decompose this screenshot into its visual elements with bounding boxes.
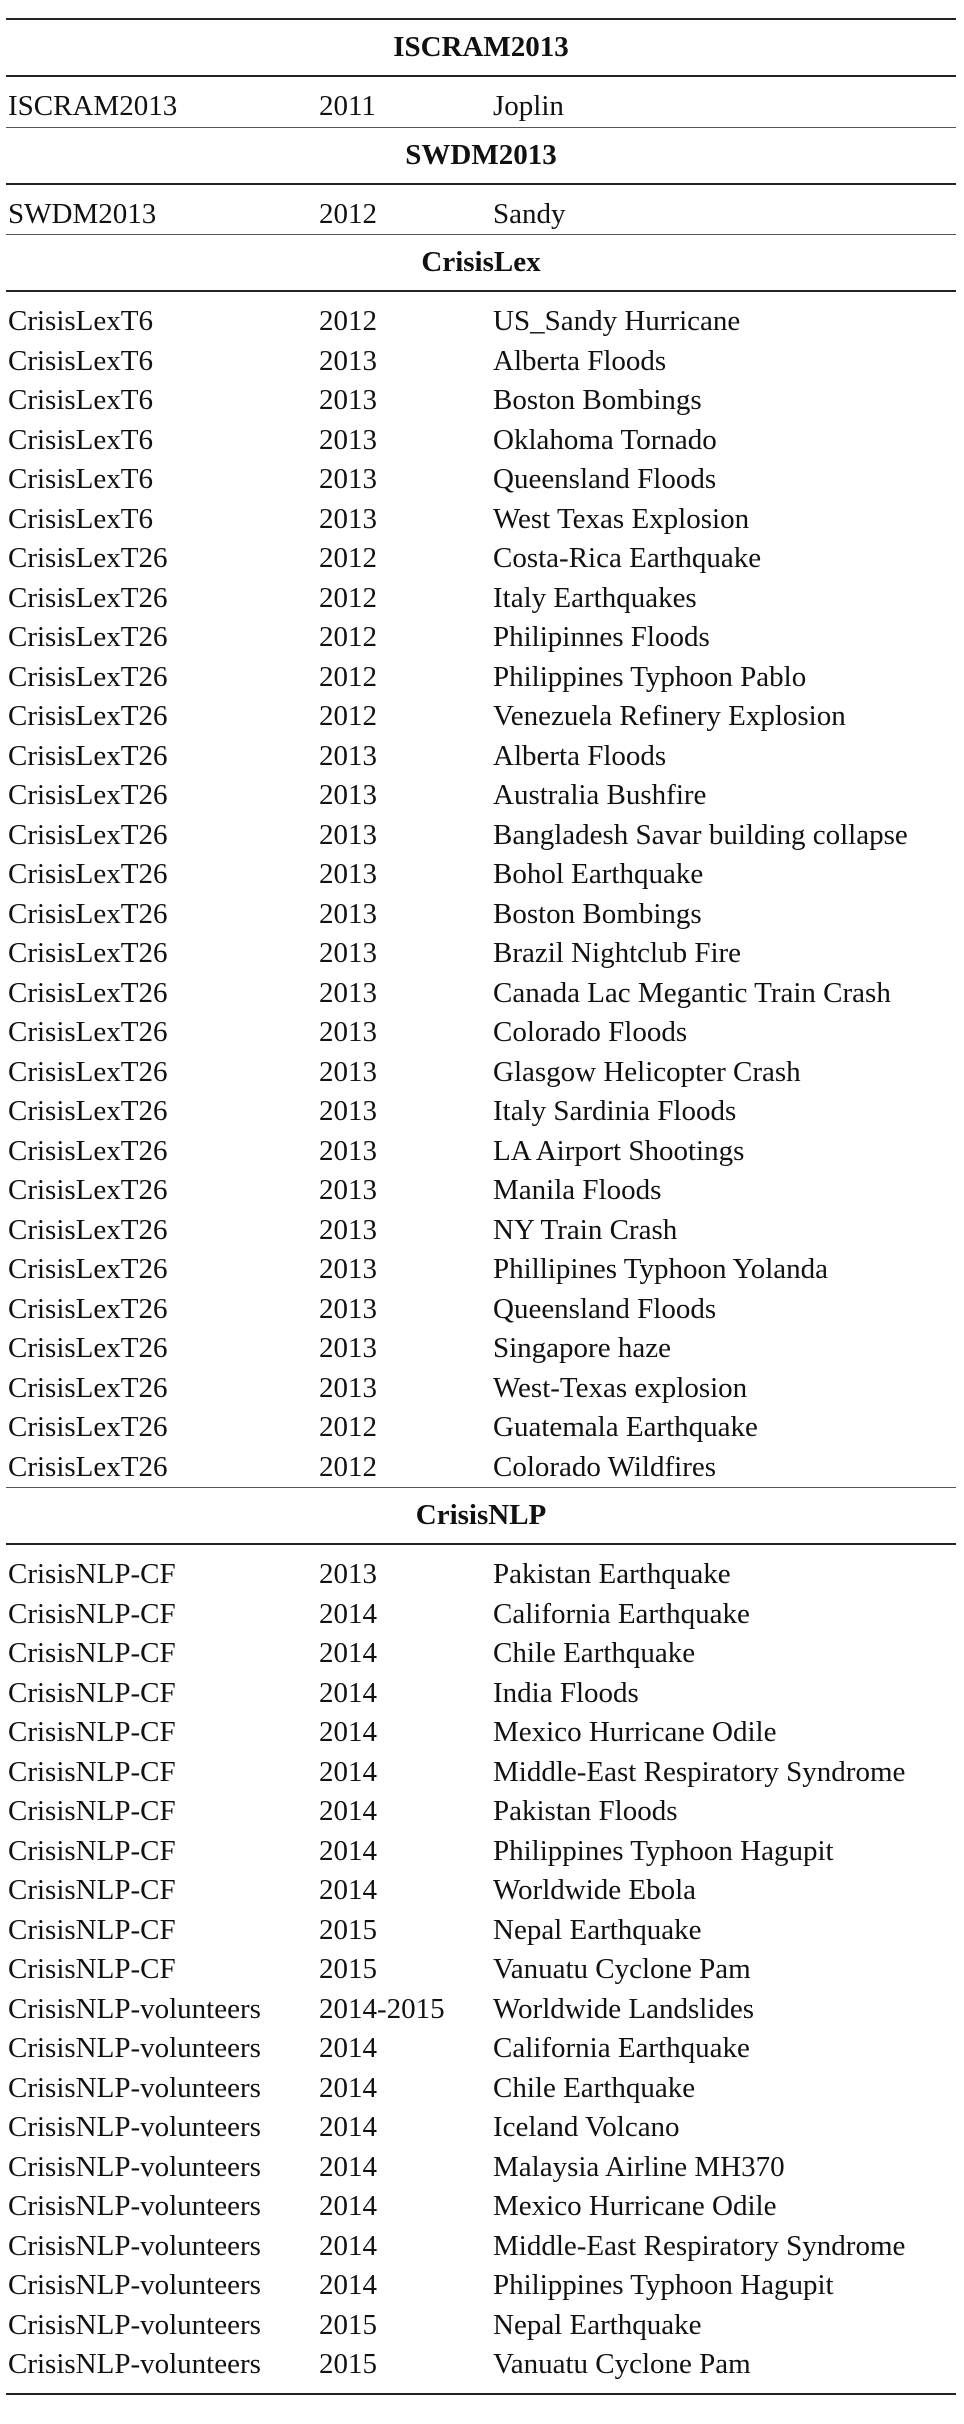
table-row — [6, 1832, 956, 1872]
dataset-cell: CrisisLexT6 — [8, 502, 153, 535]
table-row — [6, 1544, 956, 1595]
table-row — [6, 2029, 956, 2069]
year-cell: 2012 — [319, 305, 377, 337]
event-cell: West-Texas explosion — [493, 1371, 748, 1404]
table-row — [6, 2345, 956, 2394]
section-header-swdm2013 — [6, 127, 956, 184]
section-header-crisislex — [6, 235, 956, 292]
year-cell: 2014 — [319, 2229, 377, 2262]
event-cell: Vanuatu Cyclone Pam — [493, 2345, 956, 2394]
dataset-cell: CrisisLexT26 — [8, 1292, 168, 1325]
dataset-cell: CrisisLexT26 — [8, 1332, 168, 1364]
dataset-cell: CrisisLexT26 — [8, 1213, 168, 1246]
event-cell: US_Sandy Hurricane — [493, 305, 741, 337]
year-cell: 2012 — [319, 621, 377, 653]
table-row — [6, 934, 956, 974]
year-cell: 2014 — [319, 1716, 377, 1748]
event-cell: Sandy — [493, 197, 566, 230]
table-row — [6, 1408, 956, 1448]
table-row — [6, 855, 956, 895]
event-cell: Nepal Earthquake — [493, 1913, 702, 1946]
table-row — [6, 342, 956, 382]
dataset-cell: CrisisNLP-CF — [8, 1637, 176, 1669]
dataset-cell: CrisisNLP-volunteers — [6, 2345, 319, 2394]
event-cell: Boston Bombings — [493, 897, 702, 930]
table-row — [6, 1290, 956, 1330]
dataset-cell: CrisisLexT26 — [8, 1253, 168, 1285]
event-cell: Boston Bombings — [493, 384, 702, 416]
event-cell: Brazil Nightclub Fire — [493, 937, 742, 969]
year-cell: 2013 — [319, 1134, 377, 1167]
dataset-cell: CrisisLexT26 — [8, 1174, 168, 1206]
event-cell: Chile Earthquake — [493, 2071, 696, 2104]
year-cell: 2013 — [319, 1213, 377, 1246]
section-title: CrisisNLP — [6, 1488, 956, 1545]
table-row — [6, 1329, 956, 1369]
year-cell: 2013 — [319, 1558, 377, 1590]
dataset-cell: CrisisLexT26 — [8, 621, 168, 653]
table-row — [6, 697, 956, 737]
year-cell: 2012 — [319, 581, 377, 614]
year-cell: 2012 — [319, 197, 377, 230]
dataset-cell: CrisisNLP-CF — [8, 1795, 176, 1827]
event-cell: Colorado Floods — [493, 1016, 688, 1048]
dataset-cell: CrisisNLP-CF — [8, 1716, 176, 1748]
dataset-cell: CrisisNLP-CF — [8, 1874, 176, 1906]
dataset-cell: CrisisNLP-CF — [8, 1834, 176, 1867]
dataset-cell: CrisisLexT6 — [8, 463, 153, 495]
table-row — [6, 776, 956, 816]
table-row — [6, 460, 956, 500]
dataset-cell: CrisisNLP-volunteers — [8, 1992, 261, 2025]
dataset-cell: CrisisLexT26 — [8, 700, 168, 732]
event-cell: California Earthquake — [493, 2032, 750, 2064]
event-cell: Joplin — [493, 90, 564, 122]
dataset-cell: CrisisNLP-CF — [8, 1558, 176, 1590]
year-cell: 2013 — [319, 858, 377, 890]
event-cell: Costa-Rica Earthquake — [493, 542, 762, 574]
year-cell: 2012 — [319, 1450, 377, 1483]
table-row — [6, 291, 956, 342]
event-cell: Phillipines Typhoon Yolanda — [493, 1253, 829, 1285]
year-cell: 2015 — [319, 1953, 377, 1985]
year-cell: 2012 — [319, 542, 377, 574]
table-row — [6, 2148, 956, 2188]
year-cell: 2015 — [319, 2308, 377, 2341]
year-cell: 2013 — [319, 463, 377, 495]
table-row — [6, 2227, 956, 2267]
year-cell: 2013 — [319, 384, 377, 416]
year-cell: 2013 — [319, 1174, 377, 1206]
year-cell: 2013 — [319, 1253, 377, 1285]
event-cell: Vanuatu Cyclone Pam — [493, 1953, 751, 1985]
event-cell: California Earthquake — [493, 1597, 750, 1630]
event-cell: Mexico Hurricane Odile — [493, 1716, 777, 1748]
table-row — [6, 381, 956, 421]
table-row — [6, 737, 956, 777]
event-cell: Middle-East Respiratory Syndrome — [493, 2229, 906, 2262]
event-cell: Bohol Earthquake — [493, 858, 704, 890]
year-cell: 2013 — [319, 1016, 377, 1048]
dataset-cell: CrisisNLP-CF — [8, 1755, 176, 1788]
event-cell: Mexico Hurricane Odile — [493, 2190, 777, 2222]
event-cell: Queensland Floods — [493, 1292, 717, 1325]
event-cell: Malaysia Airline MH370 — [493, 2150, 785, 2183]
dataset-cell: CrisisNLP-volunteers — [8, 2308, 261, 2341]
event-cell: Philipinnes Floods — [493, 621, 710, 653]
year-cell: 2013 — [319, 502, 377, 535]
event-cell: Middle-East Respiratory Syndrome — [493, 1755, 906, 1788]
table-row — [6, 816, 956, 856]
event-cell: Venezuela Refinery Explosion — [493, 700, 846, 732]
table-row — [6, 2306, 956, 2346]
dataset-cell: CrisisLexT26 — [8, 1095, 168, 1127]
dataset-cell: CrisisLexT6 — [8, 423, 153, 456]
year-cell: 2015 — [319, 2345, 493, 2394]
table-row — [6, 76, 956, 127]
dataset-cell: CrisisNLP-CF — [8, 1953, 176, 1985]
section-header-iscram2013 — [6, 19, 956, 76]
year-cell: 2011 — [319, 90, 376, 122]
event-cell: Chile Earthquake — [493, 1637, 696, 1669]
table-row — [6, 1595, 956, 1635]
year-cell: 2014 — [319, 2150, 377, 2183]
dataset-cell: CrisisNLP-CF — [8, 1597, 176, 1630]
dataset-cell: CrisisLexT26 — [8, 739, 168, 772]
dataset-cell: CrisisLexT26 — [8, 581, 168, 614]
dataset-cell: CrisisNLP-volunteers — [8, 2111, 261, 2143]
dataset-cell: CrisisLexT26 — [8, 779, 168, 811]
dataset-cell: CrisisLexT26 — [8, 1450, 168, 1483]
year-cell: 2014 — [319, 2032, 377, 2064]
dataset-cell: CrisisLexT26 — [8, 542, 168, 574]
event-cell: Philippines Typhoon Pablo — [493, 660, 807, 693]
dataset-cell: SWDM2013 — [8, 197, 157, 230]
dataset-cell: CrisisLexT6 — [8, 305, 153, 337]
table-row — [6, 1792, 956, 1832]
year-cell: 2014 — [319, 1795, 377, 1827]
event-cell: Guatemala Earthquake — [493, 1411, 758, 1443]
dataset-cell: CrisisNLP-volunteers — [8, 2229, 261, 2262]
event-cell: Italy Earthquakes — [493, 581, 697, 614]
year-cell: 2013 — [319, 1292, 377, 1325]
event-cell: Bangladesh Savar building collapse — [493, 818, 908, 851]
table-row — [6, 895, 956, 935]
year-cell: 2014 — [319, 2190, 377, 2222]
table-row — [6, 1092, 956, 1132]
year-cell: 2013 — [319, 779, 377, 811]
year-cell: 2013 — [319, 344, 377, 377]
dataset-cell: ISCRAM2013 — [8, 90, 178, 122]
event-cell: LA Airport Shootings — [493, 1134, 745, 1167]
dataset-cell: CrisisLexT26 — [8, 1055, 168, 1088]
table-row — [6, 1053, 956, 1093]
table-row — [6, 2069, 956, 2109]
year-cell: 2013 — [319, 976, 377, 1009]
year-cell: 2014 — [319, 1834, 377, 1867]
dataset-cell: CrisisLexT6 — [8, 384, 153, 416]
year-cell: 2013 — [319, 1371, 377, 1404]
dataset-cell: CrisisLexT26 — [8, 1411, 168, 1443]
event-cell: West Texas Explosion — [493, 502, 750, 535]
dataset-cell: CrisisLexT26 — [8, 858, 168, 890]
table-row — [6, 1250, 956, 1290]
table-row — [6, 1950, 956, 1990]
dataset-cell: CrisisLexT26 — [8, 897, 168, 930]
table-row — [6, 658, 956, 698]
table-row — [6, 184, 956, 235]
dataset-cell: CrisisLexT26 — [8, 1371, 168, 1404]
table-row — [6, 421, 956, 461]
table-row — [6, 579, 956, 619]
event-cell: Singapore haze — [493, 1332, 671, 1364]
year-cell: 2014 — [319, 1637, 377, 1669]
table-row — [6, 1674, 956, 1714]
dataset-cell: CrisisNLP-volunteers — [8, 2269, 261, 2301]
event-cell: Canada Lac Megantic Train Crash — [493, 976, 891, 1009]
year-cell: 2014 — [319, 2071, 377, 2104]
year-cell: 2015 — [319, 1913, 377, 1946]
dataset-cell: CrisisLexT6 — [8, 344, 153, 377]
dataset-cell: CrisisNLP-volunteers — [8, 2150, 261, 2183]
year-cell: 2013 — [319, 1055, 377, 1088]
section-title: ISCRAM2013 — [6, 19, 956, 76]
dataset-cell: CrisisNLP-CF — [8, 1913, 176, 1946]
year-cell: 2013 — [319, 1095, 377, 1127]
event-cell: Glasgow Helicopter Crash — [493, 1055, 801, 1088]
dataset-cell: CrisisNLP-volunteers — [8, 2032, 261, 2064]
year-cell: 2013 — [319, 937, 377, 969]
dataset-cell: CrisisLexT26 — [8, 660, 168, 693]
dataset-cell: CrisisLexT26 — [8, 976, 168, 1009]
table-row — [6, 1911, 956, 1951]
event-cell: Iceland Volcano — [493, 2111, 680, 2143]
section-title: SWDM2013 — [6, 127, 956, 184]
dataset-cell: CrisisLexT26 — [8, 937, 168, 969]
dataset-cell: CrisisLexT26 — [8, 1016, 168, 1048]
table-row — [6, 2266, 956, 2306]
event-cell: Manila Floods — [493, 1174, 662, 1206]
table-body — [6, 19, 956, 2394]
table-row — [6, 1634, 956, 1674]
event-cell: Queensland Floods — [493, 463, 717, 495]
crisis-datasets-table — [6, 18, 956, 2395]
year-cell: 2014-2015 — [319, 1992, 445, 2025]
year-cell: 2013 — [319, 818, 377, 851]
event-cell: Nepal Earthquake — [493, 2308, 702, 2341]
year-cell: 2014 — [319, 2269, 377, 2301]
event-cell: NY Train Crash — [493, 1213, 678, 1246]
year-cell: 2012 — [319, 660, 377, 693]
year-cell: 2014 — [319, 2111, 377, 2143]
table-row — [6, 1211, 956, 1251]
section-title: CrisisLex — [6, 235, 956, 292]
dataset-cell: CrisisNLP-CF — [8, 1676, 176, 1709]
event-cell: Alberta Floods — [493, 739, 667, 772]
year-cell: 2013 — [319, 897, 377, 930]
dataset-cell: CrisisNLP-volunteers — [8, 2071, 261, 2104]
table-row — [6, 500, 956, 540]
year-cell: 2013 — [319, 1332, 377, 1364]
table-row — [6, 974, 956, 1014]
table-row — [6, 1132, 956, 1172]
event-cell: India Floods — [493, 1676, 639, 1709]
year-cell: 2014 — [319, 1597, 377, 1630]
event-cell: Pakistan Earthquake — [493, 1558, 731, 1590]
table-row — [6, 1448, 956, 1488]
year-cell: 2012 — [319, 700, 377, 732]
event-cell: Australia Bushfire — [493, 779, 707, 811]
year-cell: 2014 — [319, 1676, 377, 1709]
event-cell: Italy Sardinia Floods — [493, 1095, 737, 1127]
event-cell: Worldwide Landslides — [493, 1992, 755, 2025]
event-cell: Pakistan Floods — [493, 1795, 678, 1827]
event-cell: Alberta Floods — [493, 344, 667, 377]
table-row — [6, 1369, 956, 1409]
dataset-cell: CrisisLexT26 — [8, 1134, 168, 1167]
event-cell: Philippines Typhoon Hagupit — [493, 2269, 834, 2301]
year-cell: 2013 — [319, 739, 377, 772]
year-cell: 2013 — [319, 423, 377, 456]
dataset-cell: CrisisNLP-volunteers — [8, 2190, 261, 2222]
year-cell: 2014 — [319, 1874, 377, 1906]
table-row — [6, 1753, 956, 1793]
table-row — [6, 618, 956, 658]
year-cell: 2014 — [319, 1755, 377, 1788]
event-cell: Philippines Typhoon Hagupit — [493, 1834, 834, 1867]
event-cell: Colorado Wildfires — [493, 1450, 717, 1483]
table-row — [6, 1171, 956, 1211]
event-cell: Oklahoma Tornado — [493, 423, 717, 456]
year-cell: 2012 — [319, 1411, 377, 1443]
table-row — [6, 1713, 956, 1753]
table-row — [6, 1871, 956, 1911]
table-row — [6, 2108, 956, 2148]
table-row — [6, 1013, 956, 1053]
table-row — [6, 1990, 956, 2030]
table-row — [6, 539, 956, 579]
event-cell: Worldwide Ebola — [493, 1874, 697, 1906]
dataset-cell: CrisisLexT26 — [8, 818, 168, 851]
section-header-crisisnlp — [6, 1488, 956, 1545]
table-row — [6, 2187, 956, 2227]
